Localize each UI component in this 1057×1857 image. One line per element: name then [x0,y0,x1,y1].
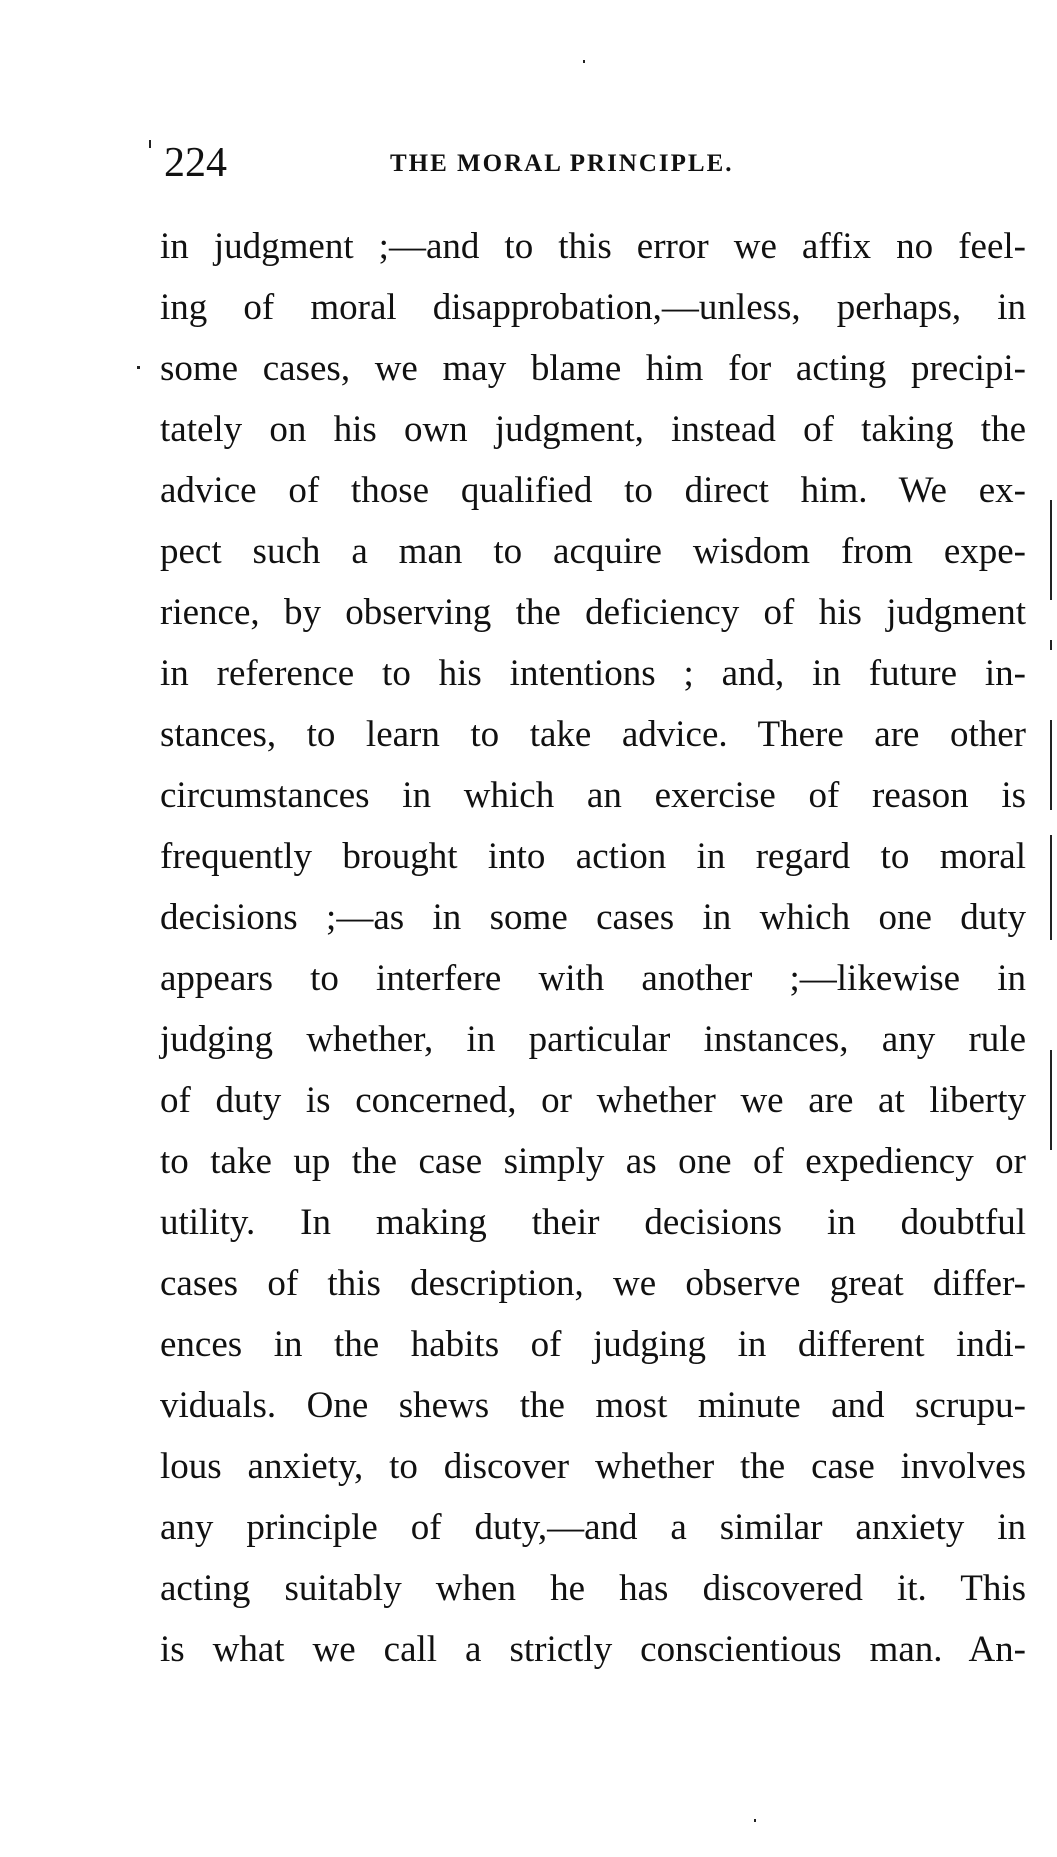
text-line: frequently brought into action in regard to moral [160,836,1026,877]
margin-rule-fragment [1050,720,1052,810]
text-line: viduals. One shews the most minute and scrupu- [160,1385,1026,1426]
scan-speck [149,140,151,148]
text-line: lous anxiety, to discover whether the case involves [160,1446,1026,1487]
scan-speck [583,60,585,63]
text-line: in judgment ;—and to this error we affix no feel- [160,226,1026,267]
running-head: THE MORAL PRINCIPLE. [390,150,734,177]
text-line: cases of this description, we observe great differ- [160,1263,1026,1304]
text-line: any principle of duty,—and a similar anxiety in [160,1507,1026,1548]
margin-rule-fragment [1050,500,1052,600]
text-line: tately on his own judgment, instead of taking the [160,409,1026,450]
text-line: is what we call a strictly conscientious man. An- [160,1629,1026,1670]
page-header [164,138,1024,188]
margin-rule-fragment [1050,1050,1052,1150]
text-line: stances, to learn to take advice. There are other [160,714,1026,755]
text-line: circumstances in which an exercise of reason is [160,775,1026,816]
text-line: advice of those qualified to direct him. We ex- [160,470,1026,511]
text-line: judging whether, in particular instances, any rule [160,1019,1026,1060]
text-line: some cases, we may blame him for acting precipi- [160,348,1026,389]
margin-rule-fragment [1050,835,1052,940]
text-line: to take up the case simply as one of expediency or [160,1141,1026,1182]
text-line: utility. In making their decisions in doubtful [160,1202,1026,1243]
text-line: pect such a man to acquire wisdom from expe- [160,531,1026,572]
scan-speck [137,366,140,369]
text-line: appears to interfere with another ;—likewise in [160,958,1026,999]
text-line: ing of moral disapprobation,—unless, perhaps, in [160,287,1026,328]
text-line: rience, by observing the deficiency of his judgment [160,592,1026,633]
text-line: acting suitably when he has discovered it. This [160,1568,1026,1609]
text-line: decisions ;—as in some cases in which one duty [160,897,1026,938]
page-number: 224 [164,140,227,186]
text-line: in reference to his intentions ; and, in future in- [160,653,1026,694]
text-line: of duty is concerned, or whether we are at liberty [160,1080,1026,1121]
text-line: ences in the habits of judging in different indi- [160,1324,1026,1365]
margin-rule-fragment [1050,640,1052,650]
body-text [160,216,1026,1680]
scan-speck [754,1819,756,1822]
